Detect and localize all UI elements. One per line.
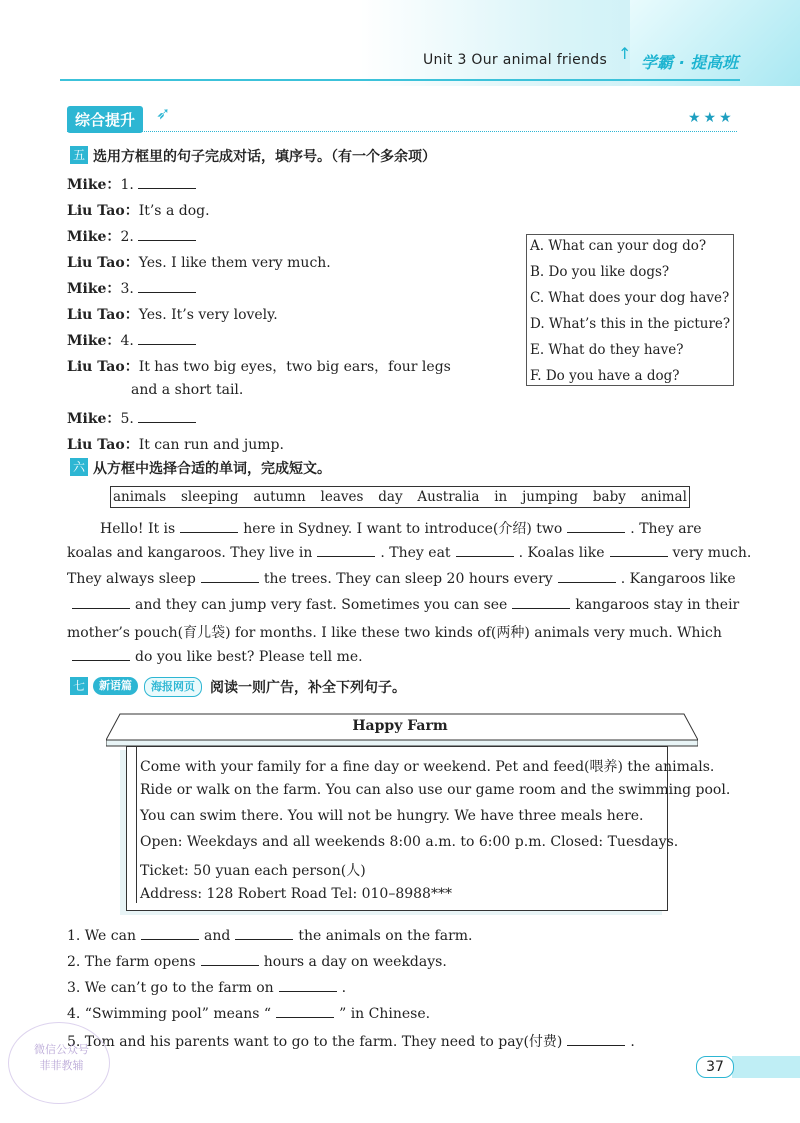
passage-text: Hello! It is — [100, 521, 176, 537]
answer-blank[interactable] — [138, 280, 196, 293]
dialogue-line — [67, 408, 196, 428]
dialogue-text: and a short tail. — [131, 382, 244, 398]
answer-blank[interactable] — [72, 648, 130, 661]
header-rule — [60, 79, 740, 81]
watermark-line: 菲菲教辅 — [39, 1059, 84, 1072]
word-item: jumping — [522, 489, 579, 505]
answer-blank[interactable] — [138, 228, 196, 241]
answer-blank[interactable] — [138, 176, 196, 189]
dialogue-text: 2. — [120, 229, 134, 245]
answer-blank[interactable] — [201, 570, 259, 583]
question-tag-6: 六 — [70, 458, 88, 476]
question-text: . — [341, 980, 347, 996]
speaker-label: Liu Tao： — [67, 255, 139, 271]
ad-line: Ride or walk on the farm. You can also use our game room and the swimming pool. — [140, 782, 731, 798]
passage-line — [67, 570, 736, 587]
difficulty-stars: ★★★ — [688, 110, 735, 126]
rocket-icon: ➶ — [156, 104, 171, 124]
word-item: animal — [640, 489, 687, 505]
poster-web-badge: 海报网页 — [144, 677, 202, 697]
answer-blank[interactable] — [141, 927, 199, 940]
passage-text: and they can jump very fast. Sometimes you can see — [135, 597, 508, 613]
passage-text: the trees. They can sleep 20 hours every — [263, 571, 553, 587]
dialogue-line — [67, 434, 284, 454]
question-text: 3. We can’t go to the farm on — [67, 980, 274, 996]
word-item: leaves — [320, 489, 364, 505]
speaker-label: Mike： — [67, 177, 121, 193]
passage-line — [67, 596, 739, 613]
question-text: 4. “Swimming pool” means “ — [67, 1006, 272, 1022]
question-text: 1. We can — [67, 928, 136, 944]
dialogue-text: It’s a dog. — [138, 203, 210, 219]
passage-text: do you like best? Please tell me. — [135, 649, 363, 665]
speaker-label: Liu Tao： — [67, 437, 139, 453]
question-item — [67, 979, 346, 996]
answer-blank[interactable] — [456, 544, 514, 557]
speaker-label: Mike： — [67, 411, 121, 427]
question-text: ” in Chinese. — [339, 1006, 431, 1022]
passage-text: very much. — [672, 545, 752, 561]
answer-blank[interactable] — [610, 544, 668, 557]
question-text: 2. The farm opens — [67, 954, 196, 970]
section-divider — [67, 131, 737, 132]
section-banner: 综合提升 — [67, 106, 143, 133]
answer-blank[interactable] — [138, 332, 196, 345]
word-item: baby — [592, 489, 626, 505]
passage-text: . Koalas like — [518, 545, 605, 561]
speaker-label: Mike： — [67, 281, 121, 297]
speaker-label: Mike： — [67, 229, 121, 245]
answer-blank[interactable] — [235, 927, 293, 940]
answer-blank[interactable] — [567, 1033, 625, 1046]
ad-line: Ticket: 50 yuan each person(人) — [140, 863, 366, 879]
question-item — [67, 953, 447, 970]
dialogue-line — [67, 252, 331, 272]
speaker-label: Mike： — [67, 333, 121, 349]
speaker-label: Liu Tao： — [67, 359, 139, 375]
dialogue-text: 5. — [120, 411, 134, 427]
dialogue-line — [131, 382, 243, 398]
option-c: C. What does your dog have? — [530, 290, 730, 306]
option-b: B. Do you like dogs? — [530, 264, 670, 280]
ad-line: Come with your family for a fine day or weekend. Pet and feed(喂养) the animals. — [140, 759, 715, 775]
question-tag-5: 五 — [70, 146, 88, 164]
dialogue-text: Yes. It’s very lovely. — [138, 307, 278, 323]
question-6-title: 从方框中选择合适的单词，完成短文。 — [93, 461, 331, 477]
dialogue-line — [67, 226, 196, 246]
word-item: in — [494, 489, 508, 505]
answer-blank[interactable] — [558, 570, 616, 583]
question-text: 5. Tom and his parents want to go to the farm. They need to pay(付费) — [67, 1034, 563, 1050]
passage-text: here in Sydney. I want to introduce(介绍) two — [243, 521, 563, 537]
answer-blank[interactable] — [567, 520, 625, 533]
dialogue-text: 3. — [120, 281, 134, 297]
dialogue-line — [67, 278, 196, 298]
passage-text: . They are — [630, 521, 702, 537]
word-item: Australia — [417, 489, 480, 505]
options-box — [526, 234, 734, 386]
speaker-label: Liu Tao： — [67, 307, 139, 323]
answer-blank[interactable] — [279, 979, 337, 992]
passage-line — [100, 518, 702, 538]
passage-line — [67, 648, 363, 665]
passage-text: They always sleep — [67, 571, 196, 587]
option-e: E. What do they have? — [530, 342, 684, 358]
word-item: autumn — [253, 489, 306, 505]
passage-text: . Kangaroos like — [620, 571, 736, 587]
option-a: A. What can your dog do? — [530, 238, 707, 254]
dialogue-text: It can run and jump. — [138, 437, 284, 453]
word-item: sleeping — [180, 489, 239, 505]
question-text: the animals on the farm. — [298, 928, 473, 944]
dialogue-text: Yes. I like them very much. — [138, 255, 331, 271]
ad-line: Open: Weekdays and all weekends 8:00 a.m. to 6:00 p.m. Closed: Tuesdays. — [140, 834, 679, 850]
question-5-title: 选用方框里的句子完成对话，填序号。（有一个多余项） — [93, 149, 436, 165]
answer-blank[interactable] — [276, 1005, 334, 1018]
watermark — [34, 1042, 89, 1074]
unit-title: Unit 3 Our animal friends — [423, 52, 608, 68]
ad-line: You can swim there. You will not be hungry. We have three meals here. — [140, 808, 644, 824]
question-tag-7: 七 — [70, 677, 88, 695]
dialogue-line — [67, 200, 210, 220]
passage-text: . They eat — [380, 545, 451, 561]
question-text: hours a day on weekdays. — [263, 954, 447, 970]
passage-text: kangaroos stay in their — [575, 597, 740, 613]
header-corner-decoration — [630, 0, 800, 86]
dialogue-text: It has two big eyes，two big ears，four legs — [138, 359, 451, 375]
answer-blank[interactable] — [180, 520, 238, 533]
answer-blank[interactable] — [201, 953, 259, 966]
page-number: 37 — [696, 1056, 734, 1078]
question-text: and — [204, 928, 231, 944]
question-item — [67, 927, 473, 944]
dialogue-line — [67, 174, 196, 194]
ad-line: Address: 128 Robert Road Tel: 010–8988*** — [140, 886, 452, 902]
passage-text: koalas and kangaroos. They live in — [67, 545, 313, 561]
answer-blank[interactable] — [138, 410, 196, 423]
dialogue-text: 4. — [120, 333, 134, 349]
arrow-up-icon: ↑ — [618, 44, 632, 63]
dialogue-line — [67, 356, 451, 376]
passage-text: mother’s pouch(育儿袋) for months. I like these two kinds of(两种) animals very much. Which — [67, 625, 722, 641]
option-f: F. Do you have a dog? — [530, 368, 680, 384]
passage-line — [67, 622, 722, 642]
dialogue-line — [67, 304, 278, 324]
question-item — [67, 1005, 430, 1022]
dialogue-text: 1. — [120, 177, 134, 193]
watermark-line: 微信公众号 — [34, 1043, 89, 1056]
speaker-label: Liu Tao： — [67, 203, 139, 219]
footer-band — [732, 1056, 800, 1078]
ad-left-post — [126, 746, 137, 903]
new-text-badge: 新语篇 — [93, 677, 138, 695]
passage-line — [67, 544, 751, 561]
question-7-title: 阅读一则广告，补全下列句子。 — [210, 680, 406, 696]
dialogue-line — [67, 330, 196, 350]
question-item — [67, 1031, 635, 1051]
answer-blank[interactable] — [72, 596, 130, 609]
word-item: day — [378, 489, 403, 505]
question-text: . — [630, 1034, 635, 1050]
option-d: D. What’s this in the picture? — [530, 316, 731, 332]
ad-title: Happy Farm — [352, 718, 448, 734]
brand-title: 学霸 · 提高班 — [641, 53, 739, 72]
word-box — [110, 486, 690, 508]
word-item: animals — [113, 489, 167, 505]
answer-blank[interactable] — [512, 596, 570, 609]
answer-blank[interactable] — [317, 544, 375, 557]
